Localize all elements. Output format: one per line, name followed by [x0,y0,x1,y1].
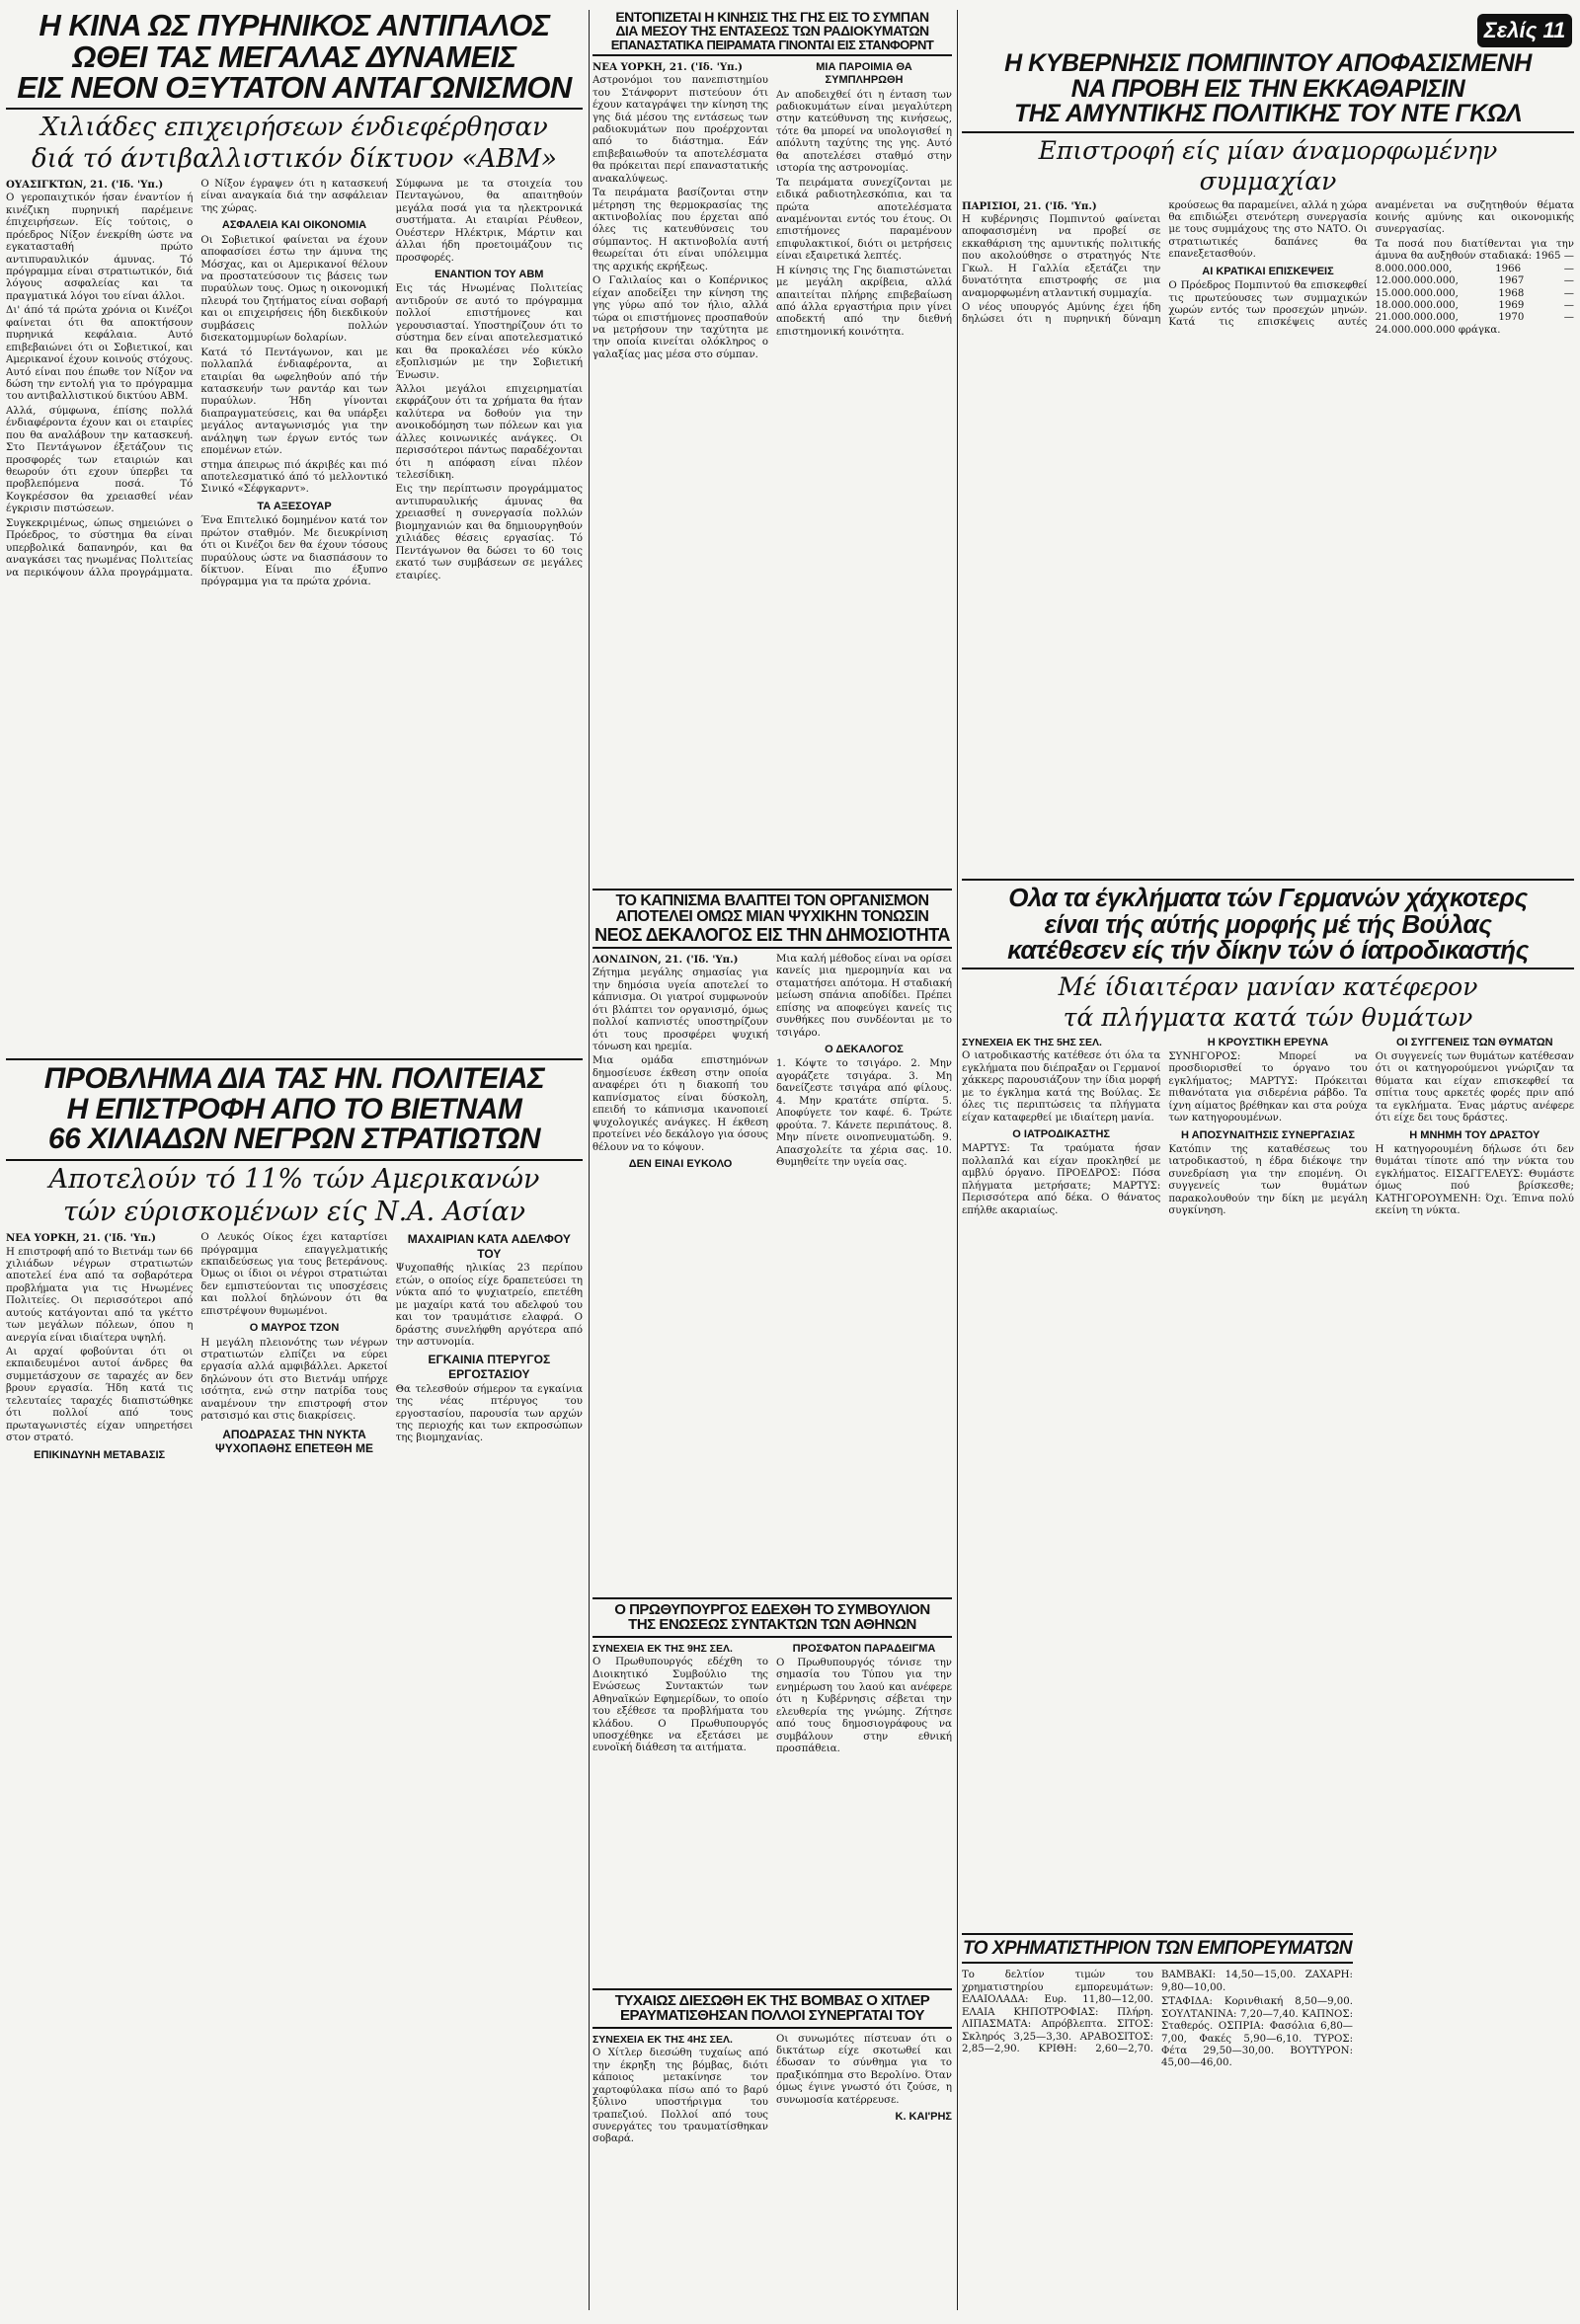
article-commodity-exchange [962,1933,1353,2314]
headline-line-3: 66 ΧΙΛΙΑΔΩΝ ΝΕΓΡΩΝ ΣΤΡΑΤΙΩΤΩΝ [6,1124,583,1161]
dateline: ΝΕΑ ΥΟΡΚΗ, 21. ('Ιδ. 'Υπ.) [592,60,743,73]
dateline: ΟΥΑΣΙΓΚΤΩΝ, 21. ('Ιδ. 'Υπ.) [6,178,164,191]
paragraph: Ο Πρωθυπουργός τόνισε την σημασία του Τύπου για την ενημέρωση του λαού και ανέφερε ότι η Κυβέρνησις σέβεται την ελευθερία της γνώμης. Ζήτησε από τους δημοσιογράφους να συμβάλουν στην εθνική προσπάθεια. [776,1658,952,1755]
headline-line-3: ΤΗΣ ΑΜΥΝΤΙΚΗΣ ΠΟΛΙΤΙΚΗΣ ΤΟΥ ΝΤΕ ΓΚΩΛ [962,102,1574,133]
section-heading: ΑΣΦΑΛΕΙΑ ΚΑΙ ΟΙΚΟΝΟΜΙΑ [221,219,367,232]
continuation-note: ΣΥΝΕΧΕΙΑ ΕΚ ΤΗΣ 9ΗΣ ΣΕΛ. [592,1642,733,1655]
paragraph: Αστρονόμοι του πανεπιστημίου του Στάνφορντ πιστεύουν ότι έχουν καταγράψει την κίνηση της γης διά μέσου της εντάσεως των ραδιοκυμάτων που προέρχονται από το διάστημα. Εάν επιβεβαιωθούν τα αποτελέσματα θα πρόκειται περί επαναστατικής ανακαλύψεως. [592,75,768,185]
paragraph: Εις την περίπτωσιν προγράμματος αντιπυραυλικής άμυνας θα χρειασθεί η συνεργασία πολλών βιομηχανιών και θα δημιουργηθούν χιλιάδες θέσεις εργασίας. Τό Πεντάγωνον θα δώσει το 60 τοις εκατό των συμβάσεων σε μεγάλες εταιρίες. [395,484,583,581]
paragraph: Η κυβέρνησις Πομπιντού φαίνεται αποφασισμένη να προβεί σε εκκαθάριση της αμυντικής πολιτικής που ακολούθησε ο στρατηγός Ντε Γκωλ. Η Γαλλία εξετάζει την δυνατότητα επιστροφής σε μια αναμορφωμένη ατλαντική συμμαχία. [962,213,1161,299]
paragraph: ΣΥΝΗΓΟΡΟΣ: Μπορεί να προσδιορισθεί το όργανο του εγκλήματος; ΜΑΡΤΥΣ: Πρόκειται πιθανότατα για σιδερένια ράβδο. Τα ίχνη αίματος βρέθηκαν και στα ρούχα των κατηγορουμένων. [1168,1050,1368,1124]
article-hackers-trial [962,879,1574,1927]
section-heading: ΕΝΑΝΤΙΟΝ ΤΟΥ ΑΒΜ [434,269,544,281]
headline-line-3: ΕΙΣ ΝΕΟΝ ΟΞΥΤΑΤΟΝ ΑΝΤΑΓΩΝΙΣΜΟΝ [6,72,583,110]
headline-line-3: ΝΕΟΣ ΔΕΚΑΛΟΓΟΣ ΕΙΣ ΤΗΝ ΔΗΜΟΣΙΟΤΗΤΑ [592,926,952,949]
article-smoking [592,889,952,1593]
paragraph: Δι' άπό τά πρώτα χρόνια οι Κινέζοι φαίνεται ότι θα αποκτήσουν πυρηνικά κεφάλαια. Αυτό επιβεβαιώνει ότι οι Σοβιετικοί, και Αμερικανοί έχουν κοινούς στόχους. Αυτό είναι που έπωθε τον Νίξον να δώση την εντολή για το πρόγραμμα του αντιβαλλιστικού δικτύου ΑΒΜ. [6,305,194,403]
paragraph: Μια καλή μέθοδος είναι να ορίσει κανείς μια ημερομηνία και να σταματήσει απότομα. Η σταδιακή μείωση σπάνια αποδίδει. Πρέπει επίσης να αποφεύγει κανείς τις συνθήκες που συνδέονται με το τσιγάρο. [776,953,952,1039]
paragraph: Ψυχοπαθής ηλικίας 23 περίπου ετών, ο οποίος είχε δραπετεύσει τη νύκτα από το ψυχιατρείο, επετέθη με μαχαίρι κατά του αδελφού του και τον τραυμάτισε ελαφρά. Ο δράστης συνελήφθη αργότερα από την αστυνομία. [395,1263,583,1348]
section-heading: ΑΠΟΔΡΑΣΑΣ ΤΗΝ ΝΥΚΤΑ ΨΥΧΟΠΑΘΗΣ ΕΠΕΤΕΘΗ ΜΕ ΜΑΧΑΙΡΙΑΝ ΚΑΤΑ ΑΔΕΛΦΟΥ ΤΟΥ [215,1232,571,1456]
article-china-nuclear [6,10,583,1051]
article-earth-motion [592,10,952,884]
headline-line-2: ΔΙΑ ΜΕΣΟΥ ΤΗΣ ΕΝΤΑΣΕΩΣ ΤΩΝ ΡΑΔΙΟΚΥΜΑΤΩΝ [615,23,929,39]
paragraph: Αλλά, σύμφωνα, έπίσης πολλά ένδιαφέροντα έχουν και οι εταιρίες που θα αναλάβουν την κατασκευή. Στο Πεντάγωνον έξετάζουν τις προσφορές των εταιριών και θεωρούν ότι εχουν ύπερβει τα προβλεπόμενα ποσά. Τό Κογκρέσσον θα χρειασθεί νέαν έγκρισιν πιστώσεων. [6,405,194,515]
paragraph: Η επιστροφή από το Βιετνάμ των 66 χιλιάδων νέγρων στρατιωτών αποτελεί ένα από τα σοβαρότερα προβλήματα για τις Ηνωμένες Πολιτείες. Οι περισσότεροι από αυτούς κατάγονται από τα γκέττο των μεγάλων πόλεων, όπου η ανεργία είναι ιδιαίτερα υψηλή. [6,1246,194,1344]
headline-line-2: ΑΠΟΤΕΛΕΙ ΟΜΩΣ ΜΙΑΝ ΨΥΧΙΚΗΝ ΤΟΝΩΣΙΝ [615,908,929,926]
paragraph: Ο Γαλιλαίος και ο Κοπέρνικος είχαν αποδείξει την κίνηση της γης γύρω από τον ήλιο, αλλά τώρα οι επιστήμονες προσπαθούν να μετρήσουν την ταχύτητα με την οποία κινείται ολόκληρος ο γαλαξίας μας μέσα στο σύμπαν. [592,275,768,360]
paragraph: 1. Κόψτε το τσιγάρο. 2. Μην αγοράζετε τσιγάρα. 3. Μη δανείζεστε τσιγάρα από φίλους. 4. Μην κρατάτε σπίρτα. 5. Αποφύγετε τον καφέ. 6. Τρώτε φρούτα. 7. Κάνετε περιπάτους. 8. Μην πίνετε οινοπνευματώδη. 9. Απασχολείτε τα χέρια σας. 10. Θυμηθείτε την υγεία σας. [776,1058,952,1168]
paragraph: ΜΑΡΤΥΣ: Τα τραύματα ήσαν πολλαπλά και είχαν προκληθεί με αμβλύ όργανο. ΠΡΟΕΔΡΟΣ: Πόσα πλήγματα μετρήσατε; ΜΑΡΤΥΣ: Περισσότερα από δέκα. Ο θάνατος επήλθε ακαριαίως. [962,1143,1161,1216]
article-pompidou-defense [962,51,1574,871]
headline-line-2: είναι τής αύτής μορφής μέ τής Βούλας [1044,908,1492,939]
paragraph: Το δελτίον τιμών του χρηματιστηρίου εμπορευμάτων: ΕΛΑΙΟΛΑΔΑ: Ευρ. 11,80—12,00. ΕΛΑΙΑ ΚΗΠΟΤΡΟΦΙΑΣ: Πλήρη. ΛΙΠΑΣΜΑΤΑ: Απρόβλεπτα. ΣΙΤΟΣ: Σκληρός 3,25—3,30. ΑΡΑΒΟΣΙΤΟΣ: 2,85—2,90. ΚΡΙΘΗ: 2,60—2,70. ΒΑΜΒΑΚΙ: 14,50—15,00. ΖΑΧΑΡΗ: 9,80—10,00. [962,1970,1353,2054]
article-body [962,200,1574,338]
paragraph: Οι συνωμότες πίστευαν ότι ο δικτάτωρ είχε σκοτωθεί και έδωσαν το σύνθημα για το πραξικόπημα στο Βερολίνο. Όταν όμως έγινε γνωστό ότι ζούσε, η συνωμοσία κατέρρευσε. [776,2033,952,2106]
section-heading: Ο ΙΑΤΡΟΔΙΚΑΣΤΗΣ [1012,1127,1111,1140]
article-prime-minister [592,1597,952,1984]
subheadline-2: τά πλήγματα κατά τών θυμάτων [1063,1002,1473,1032]
paragraph: Ο ιατροδικαστής κατέθεσε ότι όλα τα εγκλήματα που διέπραξαν οι Γερμανοί χάκκερς παρουσιάζουν την ίδια μορφή με το έγκλημα κατά της Βούλας. Σε όλες τις περιπτώσεις τα πλήγματα είχαν καταφερθεί με ιδιαίτερη μανία. [962,1050,1161,1123]
paragraph: Οι συγγενείς των θυμάτων κατέθεσαν ότι οι κατηγορούμενοι γνώριζαν τα θύματα και είχαν επισκεφθεί τα σπίτια τους αρκετές φορές πριν από τα εγκλήματα. Ένας μάρτυς ανέφερε ότι είχε δει τους δράστες. [1375,1050,1574,1124]
paragraph: Τα πειράματα συνεχίζονται με ειδικά ραδιοτηλεσκόπια, και τα πρώτα αποτελέσματα αναμένονται εντός του έτους. Οι επιστήμονες παραμένουν επιφυλακτικοί, διότι οι μετρήσεις είναι εξαιρετικά λεπτές. [776,177,952,263]
paragraph: Άλλοι μεγάλοι επιχειρηματίαι εκφράζουν ότι τα χρήματα θα ήταν καλύτερα να δοθούν για την ανοικοδόμηση των πόλεων και για άλλες κοινωνικές ανάγκες. Οι περισσότεροι πάντως παραδέχονται ότι η απόφαση είναι πλέον τελεσίδικη. [395,383,583,482]
section-heading: ΕΓΚΑΙΝΙΑ ΠΤΕΡΥΓΟΣ ΕΡΓΟΣΤΑΣΙΟΥ [428,1353,551,1382]
subheadline-2: τών εύρισκομένων είς Ν.Α. Ασίαν [63,1196,525,1227]
paragraph: στημα άπειρως πιό άκριβές και πιό αποτελεσματικό άπό τό μελλοντικό Σινικό «Σέφγκαρντ». [200,459,388,496]
dateline: ΠΑΡΙΣΙΟΙ, 21. ('Ιδ. 'Υπ.) [962,199,1097,212]
paragraph: Συγκεκριμένως, ώπως σημειώνει ο Πρόεδρος, το σύστημα θα είναι υπερβολικά δαπανηρόν, και θα αναγκάσει τας ηνωμένας Πολιτείας να περικόψουν άλλα προγράμματα. Ο Νίξον έγραψεν ότι η κατασκευή είναι αναγκαία διά την ασφάλειαν της χώρας. [6,178,388,579]
headline-line-2: ΤΗΣ ΕΝΩΣΕΩΣ ΣΥΝΤΑΚΤΩΝ ΤΩΝ ΑΘΗΝΩΝ [592,1617,952,1637]
paragraph: Η κατηγορουμένη δήλωσε ότι δεν θυμάται τίποτε από την νύκτα του εγκλήματος. ΕΙΣΑΓΓΕΛΕΥΣ: Θυμάστε όμως πού βρίσκεσθε; ΚΑΤΗΓΟΡΟΥΜΕΝΗ: Όχι. Έπινα πολύ εκείνη τη νύκτα. [1375,1143,1574,1217]
subheadline-1: Αποτελούν τό 11% τών Αμερικανών [48,1163,540,1195]
paragraph: Ζήτημα μεγάλης σημασίας για την δημόσια υγεία αποτελεί το κάπνισμα. Οι γιατροί συμφωνούν ότι βλάπτει τον οργανισμό, όμως πολλοί καπνιστές υποστηρίζουν ότι τους προσφέρει ψυχική τόνωση και ηρεμία. [592,968,768,1053]
continuation-note: ΣΥΝΕΧΕΙΑ ΕΚ ΤΗΣ 4ΗΣ ΣΕΛ. [592,2033,733,2046]
section-heading: ΜΙΑ ΠΑΡΟΙΜΙΑ ΘΑ ΣΥΜΠΛΗΡΩΘΗ [816,60,912,87]
paragraph: Η κίνησις της Γης διαπιστώνεται με μεγάλη ακρίβεια, αλλά απαιτείται πλήρης επιβεβαίωση από άλλα εργαστήρια πριν γίνει αποδεκτή από την διεθνή επιστημονική κοινότητα. [776,265,952,338]
section-heading: Η ΚΡΟΥΣΤΙΚΗ ΕΡΕΥΝΑ [1207,1036,1329,1048]
article-body [592,954,952,1172]
page-header-badge: Σελίς 11 [1477,14,1572,47]
subheadline-2: συμμαχίαν [1199,166,1337,195]
paragraph: Αι αρχαί φοβούνται ότι οι εκπαιδευμένοι αυτοί άνδρες θα συμμετάσχουν σε ταραχές αν δεν βρουν εργασία. Ήδη κατά τις τελευταίες ταραχές διαπιστώθηκε ότι πολλοί από τους πρωταγωνιστές είχαν υπηρετήσει στον στρατό. [6,1347,194,1444]
article-body [592,2034,952,2146]
headline-line-1: ΕΝΤΟΠΙΖΕΤΑΙ Η ΚΙΝΗΣΙΣ ΤΗΣ ΓΗΣ ΕΙΣ ΤΟ ΣΥΜΠΑΝ [615,10,929,25]
headline-line-2: ΕΡΑΥΜΑΤΙΣΘΗΣΑΝ ΠΟΛΛΟΙ ΣΥΝΕΡΓΑΤΑΙ ΤΟΥ [592,2008,952,2028]
headline-line-2: ΝΑ ΠΡΟΒΗ ΕΙΣ ΤΗΝ ΕΚΚΑΘΑΡΙΣΙΝ [1070,74,1465,103]
section-heading: Η ΜΝΗΜΗ ΤΟΥ ΔΡΑΣΤΟΥ [1409,1128,1540,1141]
headline-line-1: ΠΡΟΒΛΗΜΑ ΔΙΑ ΤΑΣ ΗΝ. ΠΟΛΙΤΕΙΑΣ [43,1062,545,1095]
paragraph: Τα πειράματα βασίζονται στην μέτρηση της θερμοκρασίας της ακτινοβολίας που έρχεται από όλες τις κατευθύνσεις του σύμπαντος. Η ακτινοβολία αυτή θεωρείται ότι είναι υπόλειμμα της αρχικής εκρήξεως. [592,188,768,272]
headline-line-3: κατέθεσεν είς τήν δίκην τών ό ίατροδικαστής [962,937,1574,969]
author-byline: Κ. ΚΑΙ'ΡΗΣ [895,2111,952,2124]
headline-line-1: Η ΚΥΒΕΡΝΗΣΙΣ ΠΟΜΠΙΝΤΟΥ ΑΠΟΦΑΣΙΣΜΕΝΗ [1004,51,1532,77]
paragraph: Ο Πρωθυπουργός εδέχθη το Διοικητικό Συμβούλιο της Ενώσεως Συντακτών των Αθηναϊκών Εφημερίδων, το οποίο του εξέθεσε τα προβλήματα του κλάδου. Ο Πρωθυπουργός υποσχέθηκε να εξετάσει με ευνοϊκή διάθεση τα αιτήματα. [592,1657,768,1754]
subheadline-1: Χιλιάδες επιχειρήσεων ένδιεφέρθησαν [40,112,548,142]
paragraph: Τα ποσά που διατίθενται για την άμυνα θα αυξηθούν σταδιακά: 1965 — 8.000.000.000, 1966 — 12.000.000.000, 1967 — 15.000.000.000, 1968 — 18.000.000.000, 1969 — 21.000.000.000, 1970 — 24.000.000.000 φράγκα. [1375,238,1574,336]
paragraph: Θα τελεσθούν σήμερον τα εγκαίνια της νέας πτέρυγος του εργοστασίου, παρουσία των αρχών της περιοχής και των εκπροσώπων της βιομηχανίας. [395,1383,583,1444]
section-heading: Η ΑΠΟΣΥΝΑΙΤΗΣΙΣ ΣΥΝΕΡΓΑΣΙΑΣ [1180,1128,1355,1141]
section-heading: ΤΑ ΑΞΕΣΟΥΑΡ [257,500,332,512]
paragraph: Αν αποδειχθεί ότι η ένταση των ραδιοκυμάτων είναι μεγαλύτερη στην κατεύθυνση της κινήσεως, τότε θα μπορεί να υπολογισθεί η απόλυτη ταχύτης της γης. Αυτό θα αποτελέσει σταθμό στην ιστορία της αστρονομίας. [776,89,952,175]
paragraph: Μια ομάδα επιστημόνων δημοσίευσε έκθεση στην οποία αναφέρει ότι η διακοπή του καπνίσματος είναι δύσκολη, επειδή το κάπνισμα ικανοποιεί ψυχολογικές ανάγκες. Η έκθεση προτείνει νέο δεκάλογο για όσους θέλουν να το κόψουν. [592,1055,768,1153]
section-heading: ΑΙ ΚΡΑΤΙΚΑΙ ΕΠΙΣΚΕΨΕΙΣ [1202,265,1334,277]
article-body [592,61,952,362]
article-body [962,1970,1353,2070]
article-body [962,1037,1574,1221]
headline-line-2: ΩΘΕΙ ΤΑΣ ΜΕΓΑΛΑΣ ΔΥΝΑΜΕΙΣ [72,39,516,74]
headline-line-2: Η ΕΠΙΣΤΡΟΦΗ ΑΠΟ ΤΟ ΒΙΕΤΝΑΜ [66,1092,522,1125]
continuation-note: ΣΥΝΕΧΕΙΑ ΕΚ ΤΗΣ 5ΗΣ ΣΕΛ. [962,1036,1102,1048]
paragraph: Η μεγάλη πλειονότης των νέγρων στρατιωτών ελπίζει να εύρει εργασία αλλά αμφιβάλλει. Αρκετοί δηλώνουν ότι στο Βιετνάμ υπήρχε ισότητα, ενώ στην πατρίδα τους αναμένουν την επιστροφή στον ρατσισμό και στις διακρίσεις. [200,1337,388,1423]
headline-line-3: ΕΠΑΝΑΣΤΑΤΙΚΑ ΠΕΙΡΑΜΑΤΑ ΓΙΝΟΝΤΑΙ ΕΙΣ ΣΤΑΝΦΟΡΝΤ [592,39,952,56]
section-heading: Ο ΜΑΥΡΟΣ ΤΖΟΝ [249,1322,340,1335]
headline: ΤΟ ΧΡΗΜΑΤΙΣΤΗΡΙΟΝ ΤΩΝ ΕΜΠΟΡΕΥΜΑΤΩΝ [962,1939,1353,1964]
article-body [6,179,583,589]
paragraph: Κατά τό Πεντάγωνον, και με πολλαπλά ένδιαφέροντα, αι εταιρίαι θα ωφεληθούν από τήν κατασκευήν των ραντάρ και των πυραύλων. Ήδη γίνονται διαπραγματεύσεις, και θα υπάρξει μεγάλος ανταγωνισμός για την ανάληψη των έργων εντός των επομένων ετών. [200,347,388,457]
section-heading: ΠΡΟΣΦΑΤΟΝ ΠΑΡΑΔΕΙΓΜΑ [792,1642,936,1655]
section-heading: Ο ΔΕΚΑΛΟΓΟΣ [825,1044,904,1056]
headline-line-1: Ο ΠΡΩΘΥΠΟΥΡΓΟΣ ΕΔΕΧΘΗ ΤΟ ΣΥΜΒΟΥΛΙΟΝ [614,1601,930,1618]
article-vietnam-soldiers [6,1058,583,2314]
paragraph: ΣΤΑΦΙΔΑ: Κορινθιακή 8,50—9,00. ΣΟΥΛΤΑΝΙΝΑ: 7,20—7,40. ΚΑΠΝΟΣ: Σταθερός. ΟΣΠΡΙΑ: Φασόλια 6,80—7,00, Φακές 5,90—6,10. ΤΥΡΟΣ: Φέτα 29,50—30,00. ΒΟΥΤΥΡΟΝ: 45,00—46,00. [1161,1996,1353,2069]
subheadline-1: Επιστροφή είς μίαν άναμορφωμένην [1038,135,1498,165]
paragraph: Ο γεροπαιχτικόν ήσαν έναντίον ή κινέζικη πυρηνική παρέμεινε έπιχειρήσεων. Είς τούτοις, ο πρόεδρος Νίξον ένεκρίθη ώστε να εγκατασταθή πρώτο αντιπυραυλικόν άμυνας. Τό πρόγραμμα είναι στρατιωτικόν, διά λόγους ασφαλείας και τα πραγματικά λόγοι του είναι άλλοι. [6,193,194,302]
paragraph: Κατόπιν της καταθέσεως του ιατροδικαστού, η έδρα διέκοψε την συνεδρίαση για την επομένη. Οι συγγενείς των θυμάτων παρακολουθούν την δίκη με μεγάλη συγκίνηση. [1168,1143,1368,1217]
subheadline-1: Μέ ίδιαιτέραν μανίαν κατέφερον [1058,971,1478,1001]
paragraph: Εις τάς Ηνωμένας Πολιτείας αντιδρούν σε αυτό το πρόγραμμα πολλοί επιστήμονες και γερουσιασταί. Υποστηρίζουν ότι το σύστημα δεν είναι αποτελεσματικό και θα προκαλέσει νέο κύκλο εξοπλισμών με την Σοβιετική Ένωσιν. [395,283,583,381]
dateline: ΝΕΑ ΥΟΡΚΗ, 21. ('Ιδ. 'Υπ.) [6,1232,156,1245]
subheadline-2: διά τό άντιβαλλιστικόν δίκτυον «ΑΒΜ» [32,143,557,174]
section-heading: ΟΙ ΣΥΓΓΕΝΕΙΣ ΤΩΝ ΘΥΜΑΤΩΝ [1396,1036,1553,1048]
headline-line-1: ΤΟ ΚΑΠΝΙΣΜΑ ΒΛΑΠΤΕΙ ΤΟΝ ΟΡΓΑΝΙΣΜΟΝ [615,892,929,909]
paragraph: Ο Πρόεδρος Πομπιντού θα επισκεφθεί τις πρωτεύουσες των συμμαχικών χωρών εντός των προσεχών μηνών. Κατά τις επισκέψεις αυτές αναμένεται να συζητηθούν θέματα κοινής αμύνης και οικονομικής συνεργασίας. [1168,199,1574,329]
dateline: ΛΟΝΔΙΝΟΝ, 21. ('Ιδ. 'Υπ.) [592,953,739,966]
headline-line-1: ΤΥΧΑΙΩΣ ΔΙΕΣΩΘΗ ΕΚ ΤΗΣ ΒΟΜΒΑΣ Ο ΧΙΤΛΕΡ [614,1992,930,2009]
section-heading: ΔΕΝ ΕΙΝΑΙ ΕΥΚΟΛΟ [628,1157,733,1170]
article-body [592,1643,952,1759]
column-rule-2 [957,10,958,2310]
paragraph: Ο Λευκός Οίκος έχει καταρτίσει πρόγραμμα επαγγελματικής εκπαιδεύσεως για τους βετεράνους. Όμως οι ίδιοι οι νέγροι στρατιώται δεν εμπιστεύονται τις υποσχέσεις και πολλοί δηλώνουν ότι θα επιστρέψουν θυμωμένοι. [200,1232,388,1317]
paragraph: Ο νέος υπουργός Αμύνης έχει ήδη δηλώσει ότι η πυρηνική δύναμη κρούσεως θα παραμείνει, αλλά η χώρα θα επιδιώξει στενότερη συνεργασία με τους συμμάχους της στο ΝΑΤΟ. Οι στρατιωτικές δαπάνες θα επανεξετασθούν. [962,199,1368,326]
headline-line-1: Η ΚΙΝΑ ΩΣ ΠΥΡΗΝΙΚΟΣ ΑΝΤΙΠΑΛΟΣ [39,10,550,42]
paragraph: Οι Σοβιετικοί φαίνεται να έχουν αποφασίσει έστω την άμυνα της Μόσχας, και οι Αμερικανοί θέλουν να προστατεύσουν τις βάσεις των πυραύλων τους. Ομως η οικονομική πλευρά του ζητήματος είναι σοβαρή και οι επιχειρήσεις ήδη διεκδικούν συμβάσεις πολλών δισεκατομμυρίων δολαρίων. [200,234,388,345]
article-body [6,1232,583,1462]
section-heading: ΕΠΙΚΙΝΔΥΝΗ ΜΕΤΑΒΑΣΙΣ [34,1448,166,1461]
article-hitler-bomb [592,1988,952,2314]
paragraph: Ο Χίτλερ διεσώθη τυχαίως από την έκρηξη της βόμβας, διότι κάποιος μετακίνησε τον χαρτοφύλακα πίσω από το βαρύ ξύλινο υποστήριγμα του τραπεζιού. Πολλοί από τους συνεργάτες του τραυματίσθηκαν σοβαρά. [592,2048,768,2145]
column-rule-1 [589,10,590,2310]
paragraph: Ένα Επιτελικό δομημένον κατά τον πρώτον σταθμόν. Με διευκρίνιση ότι οι Κινέζοι δεν θα έχουν τόσους πυραύλους ώστε να διασπάσουν το δίκτυον. Είναι πιο έξυπνο πρόγραμμα για τα πρώτα χρόνια. [200,515,388,588]
headline-line-1: Ολα τα έγκλήματα τών Γερμανών χάχκοτερς [1008,883,1528,912]
paragraph: Σύμφωνα με τα στοιχεία του Πενταγώνου, θα απαιτηθούν μεγάλα ποσά για τα ηλεκτρονικά συστήματα. Αι εταιρίαι Ρέυθεον, Ουέστερν Ηλέκτρικ, Μάρτιν και άλλαι ήδη προετοιμάζουν τις προσφορές. [395,178,583,264]
